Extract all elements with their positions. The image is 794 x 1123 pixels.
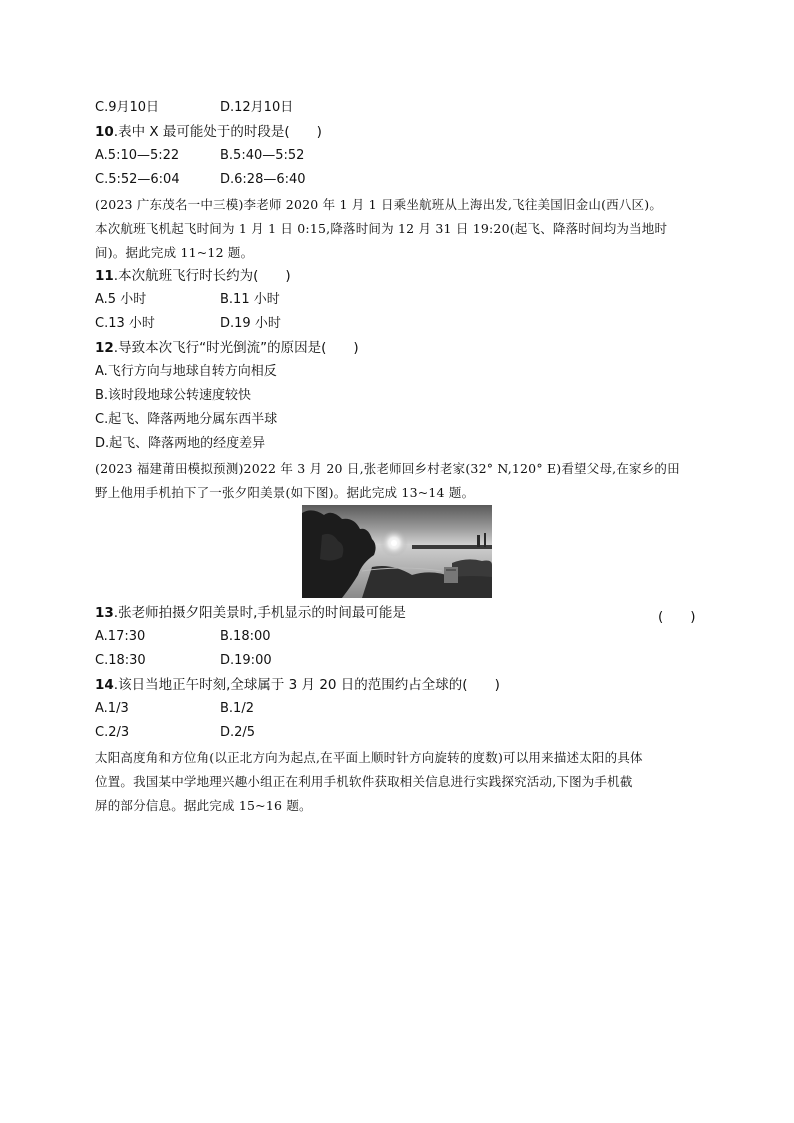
q11-option-d: D.19 小时 bbox=[220, 316, 281, 331]
q14-option-b: B.1/2 bbox=[220, 701, 254, 716]
intro-11-12-line-3: 间)。据此完成 11~12 题。 bbox=[95, 245, 254, 260]
q13-number: 13 bbox=[95, 605, 114, 621]
q11-stem bbox=[95, 268, 291, 284]
q12-option-a: A.飞行方向与地球自转方向相反 bbox=[95, 364, 277, 379]
intro-15-16-line-1: 太阳高度角和方位角(以正北方向为起点,在平面上顺时针方向旋转的度数)可以用来描述太阳的具体 bbox=[95, 750, 643, 765]
q13-option-b: B.18:00 bbox=[220, 629, 271, 644]
q13-stem bbox=[95, 605, 406, 621]
q12-number: 12 bbox=[95, 340, 114, 356]
q14-option-a: A.1/3 bbox=[95, 701, 129, 716]
intro-13-14-line-1: (2023 福建莆田模拟预测)2022 年 3 月 20 日,张老师回乡村老家(32° N,120° E)看望父母,在家乡的田 bbox=[95, 461, 680, 476]
q10-text: .表中 X 最可能处于的时段是( ) bbox=[113, 124, 322, 140]
q10-option-c: C.5:52—6:04 bbox=[95, 172, 180, 187]
q10-option-a: A.5:10—5:22 bbox=[95, 148, 180, 163]
q13-text: .张老师拍摄夕阳美景时,手机显示的时间最可能是 bbox=[113, 605, 406, 621]
q12-option-c: C.起飞、降落两地分属东西半球 bbox=[95, 412, 278, 427]
q10-number: 10 bbox=[95, 124, 114, 140]
q11-option-b: B.11 小时 bbox=[220, 292, 280, 307]
sunset-photo bbox=[302, 505, 492, 598]
q12-stem bbox=[95, 340, 359, 356]
q13-answer-paren: ( ) bbox=[658, 609, 696, 625]
q9-option-d: D.12月10日 bbox=[220, 100, 294, 115]
q13-option-a: A.17:30 bbox=[95, 629, 146, 644]
q10-option-d: D.6:28—6:40 bbox=[220, 172, 306, 187]
q10-option-b: B.5:40—5:52 bbox=[220, 148, 305, 163]
q11-option-c: C.13 小时 bbox=[95, 316, 155, 331]
intro-11-12-line-1: (2023 广东茂名一中三模)李老师 2020 年 1 月 1 日乘坐航班从上海出发,飞往美国旧金山(西八区)。 bbox=[95, 197, 663, 212]
q13-option-c: C.18:30 bbox=[95, 653, 146, 668]
q10-stem bbox=[95, 124, 322, 140]
q14-option-d: D.2/5 bbox=[220, 725, 256, 740]
q11-text: .本次航班飞行时长约为( ) bbox=[113, 268, 291, 284]
q11-number: 11 bbox=[95, 268, 114, 284]
q13-option-d: D.19:00 bbox=[220, 653, 272, 668]
intro-15-16-line-3: 屏的部分信息。据此完成 15~16 题。 bbox=[95, 798, 312, 813]
q14-stem bbox=[95, 677, 500, 693]
q11-option-a: A.5 小时 bbox=[95, 292, 147, 307]
q12-text: .导致本次飞行“时光倒流”的原因是( ) bbox=[113, 340, 359, 356]
q12-option-b: B.该时段地球公转速度较快 bbox=[95, 388, 252, 403]
intro-11-12-line-2: 本次航班飞机起飞时间为 1 月 1 日 0:15,降落时间为 12 月 31 日 19:20(起飞、降落时间均为当地时 bbox=[95, 221, 668, 236]
q14-option-c: C.2/3 bbox=[95, 725, 130, 740]
q14-number: 14 bbox=[95, 677, 114, 693]
intro-15-16-line-2: 位置。我国某中学地理兴趣小组正在利用手机软件获取相关信息进行实践探究活动,下图为手机截 bbox=[95, 774, 633, 789]
q9-option-c: C.9月10日 bbox=[95, 100, 160, 115]
q12-option-d: D.起飞、降落两地的经度差异 bbox=[95, 436, 266, 451]
q14-text: .该日当地正午时刻,全球属于 3 月 20 日的范围约占全球的( ) bbox=[113, 677, 500, 693]
intro-13-14-line-2: 野上他用手机拍下了一张夕阳美景(如下图)。据此完成 13~14 题。 bbox=[95, 485, 475, 500]
